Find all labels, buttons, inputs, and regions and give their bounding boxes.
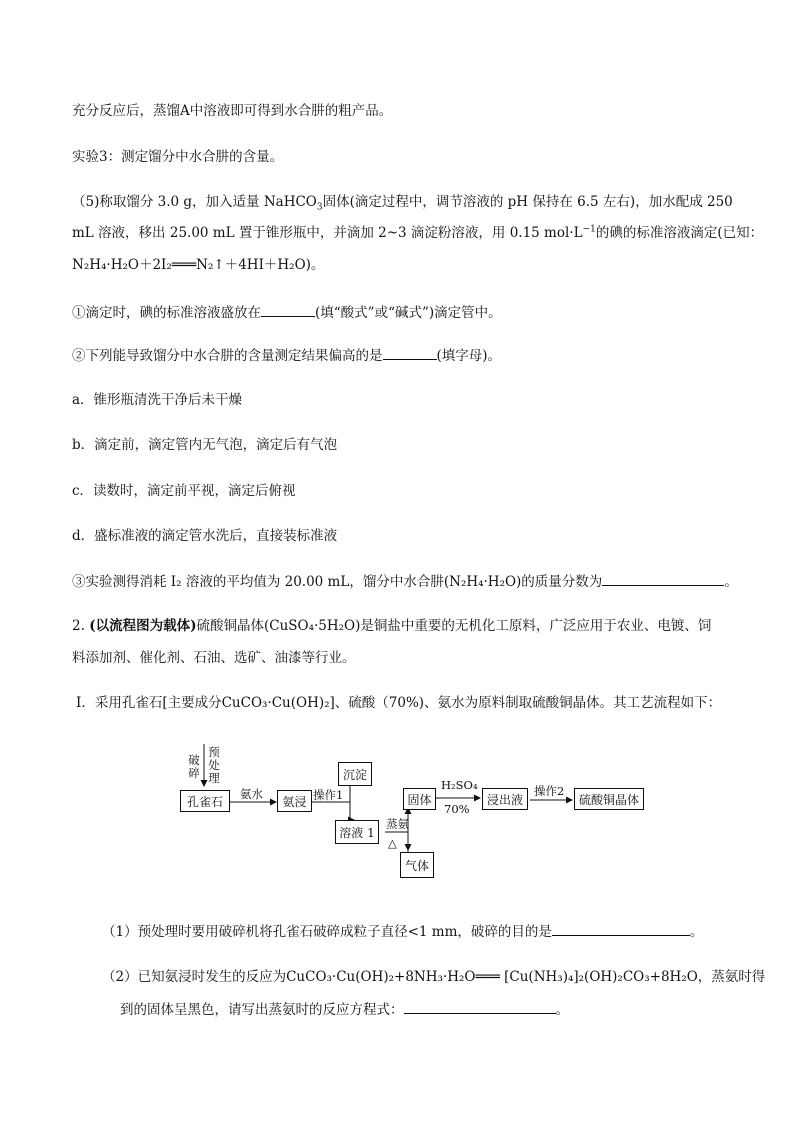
sub-question-2-line2 xyxy=(120,999,569,1019)
label-op1: 操作1 xyxy=(313,788,344,802)
node-gas: 气体 xyxy=(400,852,434,878)
label-ammonia: 氨水 xyxy=(240,787,263,801)
part-1-intro: Ⅰ．采用孔雀石[主要成分CuCO₃·Cu(OH)₂]、硫酸（70%)、氨水为原料制取硫酸铜晶体。其工艺流程如下： xyxy=(76,695,722,711)
option-a: a．锥形瓶清洗干净后未干燥 xyxy=(72,392,243,408)
q5-text: （5)称取馏分 3.0 g，加入适量 NaHCO xyxy=(72,194,317,210)
s3-text: ③实验测得消耗 I₂ 溶液的平均值为 20.00 mL，馏分中水合肼(N₂H₄·H₂O)的质量分数为 xyxy=(72,574,603,590)
node-solid: 固体 xyxy=(403,788,436,810)
sub-question-2-process: （2）已知氨浸时发生的反应为CuCO₃·Cu(OH)₂+8NH₃·H₂O═══ [Cu(NH₃)₄]₂(OH)₂CO₃+8H₂O，蒸氨时得 xyxy=(102,969,766,985)
option-c: c．读数时，滴定前平视，滴定后俯视 xyxy=(72,483,296,499)
answer-blank[interactable] xyxy=(404,999,556,1014)
question-2-line2: 料添加剂、催化剂、石油、选矿、油漆等行业。 xyxy=(72,650,356,666)
q5-text: mL 溶液，移出 25.00 mL 置于锥形瓶中，并滴加 2~3 滴淀粉溶液，用 0.15 mol·L xyxy=(72,225,583,241)
label-op2: 操作2 xyxy=(534,784,565,798)
answer-blank[interactable] xyxy=(383,345,437,360)
sub-question-1 xyxy=(72,302,502,322)
sub-question-3 xyxy=(72,571,738,591)
sub2-text: 到的固体呈黑色，请写出蒸氨时的反应方程式： xyxy=(120,1002,404,1018)
sub-question-1-process xyxy=(102,921,703,941)
q2-text: 硫酸铜晶体(CuSO₄·5H₂O)是铜盐中重要的无机化工原料，广泛应用于农业、电镀、饲 xyxy=(196,618,712,634)
sub2-text: 。 xyxy=(555,1002,569,1018)
label-pretreat: 预处理 xyxy=(208,745,220,785)
option-d: d．盛标准液的滴定管水洗后，直接装标准液 xyxy=(72,528,338,544)
label-delta: △ xyxy=(388,836,397,850)
label-crush: 破碎 xyxy=(188,753,200,780)
sub1-text: （1）预处理时要用破碎机将孔雀石破碎成粒子直径<1 mm，破碎的目的是 xyxy=(102,924,552,940)
label-70pct: 70% xyxy=(444,802,470,816)
q5-text: 固体(滴定过程中，调节溶液的 pH 保持在 6.5 左右)，加水配成 250 xyxy=(322,194,733,210)
node-leach: 氨浸 xyxy=(277,790,312,812)
process-flowchart xyxy=(160,740,660,890)
question-5 xyxy=(72,193,733,211)
sub-question-2 xyxy=(72,345,501,365)
q5-sup: −1 xyxy=(582,224,596,235)
node-precipitate: 沉淀 xyxy=(338,762,372,786)
text-line: 实验3：测定馏分中水合肼的含量。 xyxy=(72,149,284,165)
question-5-line3: N₂H₄·H₂O＋2I₂═══N₂↑＋4HI＋H₂O)。 xyxy=(72,257,325,273)
q5-sub: 3 xyxy=(316,202,323,213)
text-line: 充分反应后，蒸馏A中溶液即可得到水合肼的粗产品。 xyxy=(72,103,393,119)
question-tag: (以流程图为载体) xyxy=(89,618,197,634)
s1-text: (填“酸式”或“碱式”)滴定管中。 xyxy=(315,305,502,321)
question-number: 2. xyxy=(72,618,85,634)
question-2 xyxy=(72,617,711,635)
node-malachite: 孔雀石 xyxy=(180,790,230,812)
s2-text: ②下列能导致馏分中水合肼的含量测定结果偏高的是 xyxy=(72,348,383,364)
node-product: 硫酸铜晶体 xyxy=(574,788,644,810)
label-steam: 蒸氨 xyxy=(386,817,409,831)
node-leachate: 浸出液 xyxy=(482,788,528,810)
answer-blank[interactable] xyxy=(552,921,690,936)
s3-text: 。 xyxy=(724,574,738,590)
q5-text: 的碘的标准溶液滴定(已知： xyxy=(595,225,764,241)
sub1-text: 。 xyxy=(689,924,704,940)
label-h2so4: H₂SO₄ xyxy=(441,778,478,792)
node-solution1: 溶液 1 xyxy=(335,820,379,844)
option-b: b．滴定前，滴定管内无气泡，滴定后有气泡 xyxy=(72,437,338,453)
s2-text: (填字母)。 xyxy=(436,348,502,364)
s1-text: ①滴定时，碘的标准溶液盛放在 xyxy=(72,305,261,321)
question-5-line2 xyxy=(72,224,763,242)
answer-blank[interactable] xyxy=(261,302,315,317)
answer-blank[interactable] xyxy=(602,571,724,586)
